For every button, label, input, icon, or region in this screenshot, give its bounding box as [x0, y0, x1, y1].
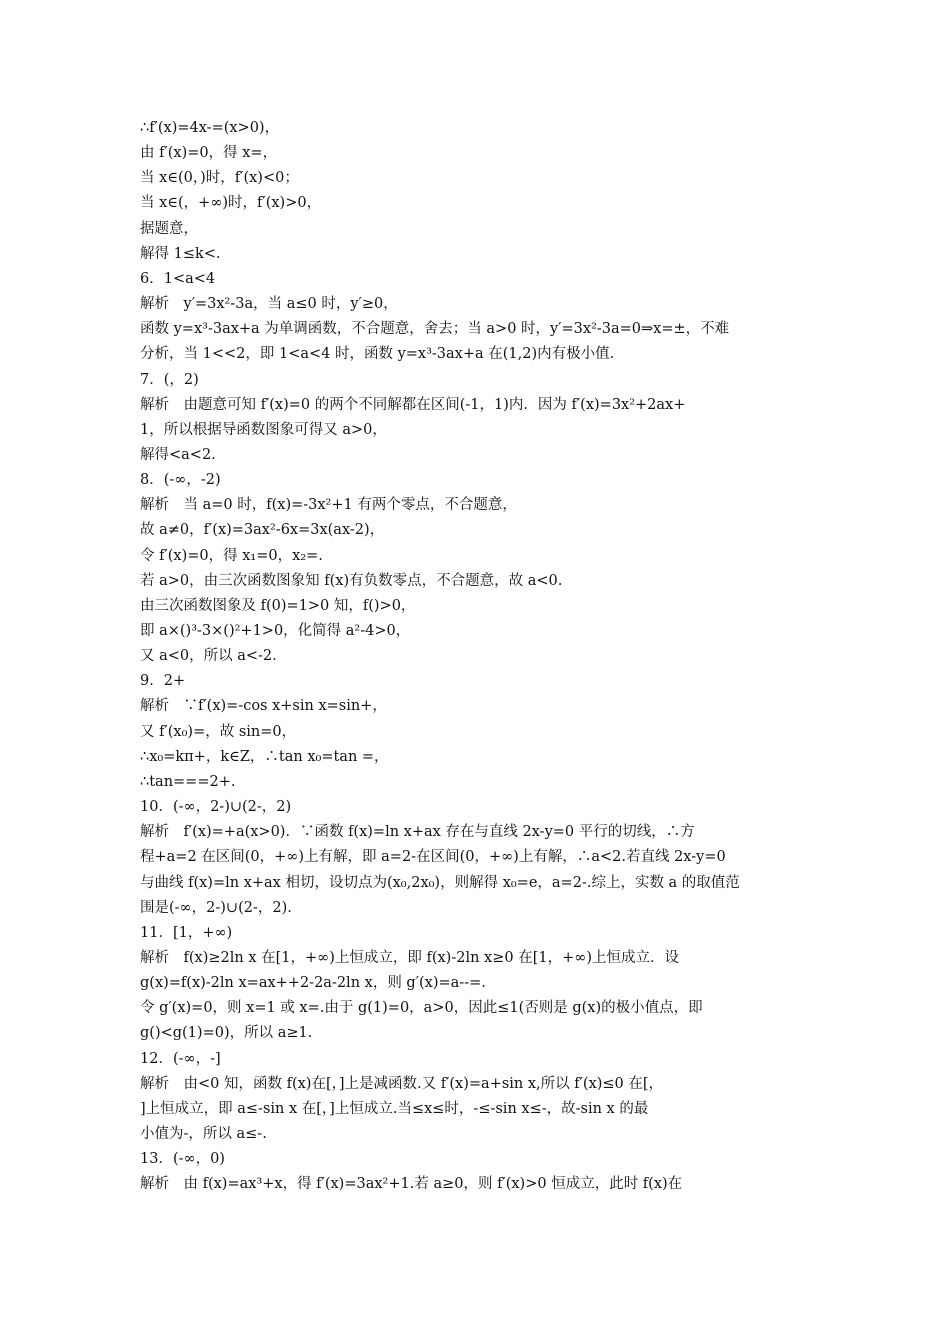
text-line: 12．(-∞，-] [140, 1050, 221, 1067]
text-line: 9．2+ [140, 673, 186, 690]
text-line: 解析 y′=3x²-3a，当 a≤0 时，y′≥0， [140, 296, 398, 313]
text-line: 由三次函数图象及 f(0)=1>0 知，f()>0， [140, 597, 416, 614]
text-line: 围是(-∞，2-)∪(2-，2). [140, 899, 292, 916]
text-line: 解析 由<0 知，函数 f(x)在[，]上是减函数.又 f′(x)=a+sin x,所以 f′(x)≤0 在[， [140, 1075, 664, 1092]
text-line: 8．(-∞，-2) [140, 472, 221, 489]
text-line: 令 f′(x)=0，得 x₁=0，x₂=. [140, 547, 323, 564]
text-line: 由 f′(x)=0，得 x=， [140, 145, 278, 162]
text-line: 故 a≠0，f′(x)=3ax²-6x=3x(ax-2)， [140, 522, 385, 539]
text-line: 当 x∈(0，)时，f′(x)<0； [140, 170, 299, 187]
text-line: 13．(-∞，0) [140, 1151, 225, 1168]
text-line: ∴f′(x)=4x-=(x>0)， [140, 120, 280, 136]
text-line: 解得<a<2. [140, 446, 216, 463]
text-line: 又 f′(x₀)=，故 sin=0， [140, 723, 297, 740]
text-line: 若 a>0，由三次函数图象知 f(x)有负数零点，不合题意，故 a<0. [140, 572, 563, 589]
text-line: 10．(-∞，2-)∪(2-，2) [140, 799, 292, 816]
text-line: 11．[1，+∞) [140, 924, 233, 941]
text-line: 6．1<a<4 [140, 270, 216, 287]
text-line: 1，所以根据导函数图象可得又 a>0， [140, 421, 387, 438]
text-line: g()<g(1)=0)，所以 a≥1. [140, 1025, 313, 1042]
text-line: 解析 f(x)≥2ln x 在[1，+∞)上恒成立，即 f(x)-2ln x≥0 在[1，+∞)上恒成立．设 [140, 949, 679, 966]
text-line: 解析 由 f(x)=ax³+x，得 f′(x)=3ax²+1.若 a≥0，则 f′(x)>0 恒成立，此时 f(x)在 [140, 1176, 683, 1193]
text-line: 当 x∈(，+∞)时，f′(x)>0， [140, 195, 322, 212]
text-line: 即 a×()³-3×()²+1>0，化简得 a²-4>0， [140, 623, 411, 639]
text-line: 程+a=2 在区间(0，+∞)上有解，即 a=2-在区间(0，+∞)上有解，∴a<2.若直线 2x-y=0 [140, 849, 726, 866]
text-line: 7．(，2) [140, 371, 199, 388]
text-line: 据题意， [140, 220, 198, 237]
text-line: 解得 1≤k<. [140, 245, 221, 262]
text-line: 又 a<0，所以 a<-2. [140, 648, 277, 665]
text-line: 令 g′(x)=0，则 x=1 或 x=.由于 g(1)=0，a>0，因此≤1(否则是 g(x)的极小值点，即 [140, 1000, 703, 1017]
text-line: 解析 由题意可知 f′(x)=0 的两个不同解都在区间(-1，1)内．因为 f′(x)=3x²+2ax+ [140, 396, 686, 413]
text-line: 解析 ∵f′(x)=-cos x+sin x=sin+， [140, 698, 387, 715]
text-line: 分析，当 1<<2，即 1<a<4 时，函数 y=x³-3ax+a 在(1,2)内有极小值. [140, 346, 615, 363]
text-line: ∴tan===2+. [140, 773, 236, 790]
text-line: 函数 y=x³-3ax+a 为单调函数，不合题意，舍去；当 a>0 时，y′=3x²-3a=0⇒x=±，不难 [140, 321, 730, 338]
text-line: 解析 当 a=0 时，f(x)=-3x²+1 有两个零点，不合题意， [140, 497, 517, 514]
text-line: 与曲线 f(x)=ln x+ax 相切，设切点为(x₀,2x₀)，则解得 x₀=e，a=2-.综上，实数 a 的取值范 [140, 874, 740, 891]
text-line: ]上恒成立，即 a≤-sin x 在[，]上恒成立.当≤x≤时，-≤-sin x≤-，故-sin x 的最 [140, 1100, 649, 1117]
text-line: g(x)=f(x)-2ln x=ax++2-2a-2ln x，则 g′(x)=a--=. [140, 975, 486, 992]
text-line: ∴x₀=kπ+，k∈Z，∴tan x₀=tan =， [140, 748, 389, 765]
text-line: 小值为-，所以 a≤-. [140, 1126, 267, 1142]
text-line: 解析 f′(x)=+a(x>0)．∵函数 f(x)=ln x+ax 存在与直线 2x-y=0 平行的切线，∴方 [140, 824, 695, 841]
